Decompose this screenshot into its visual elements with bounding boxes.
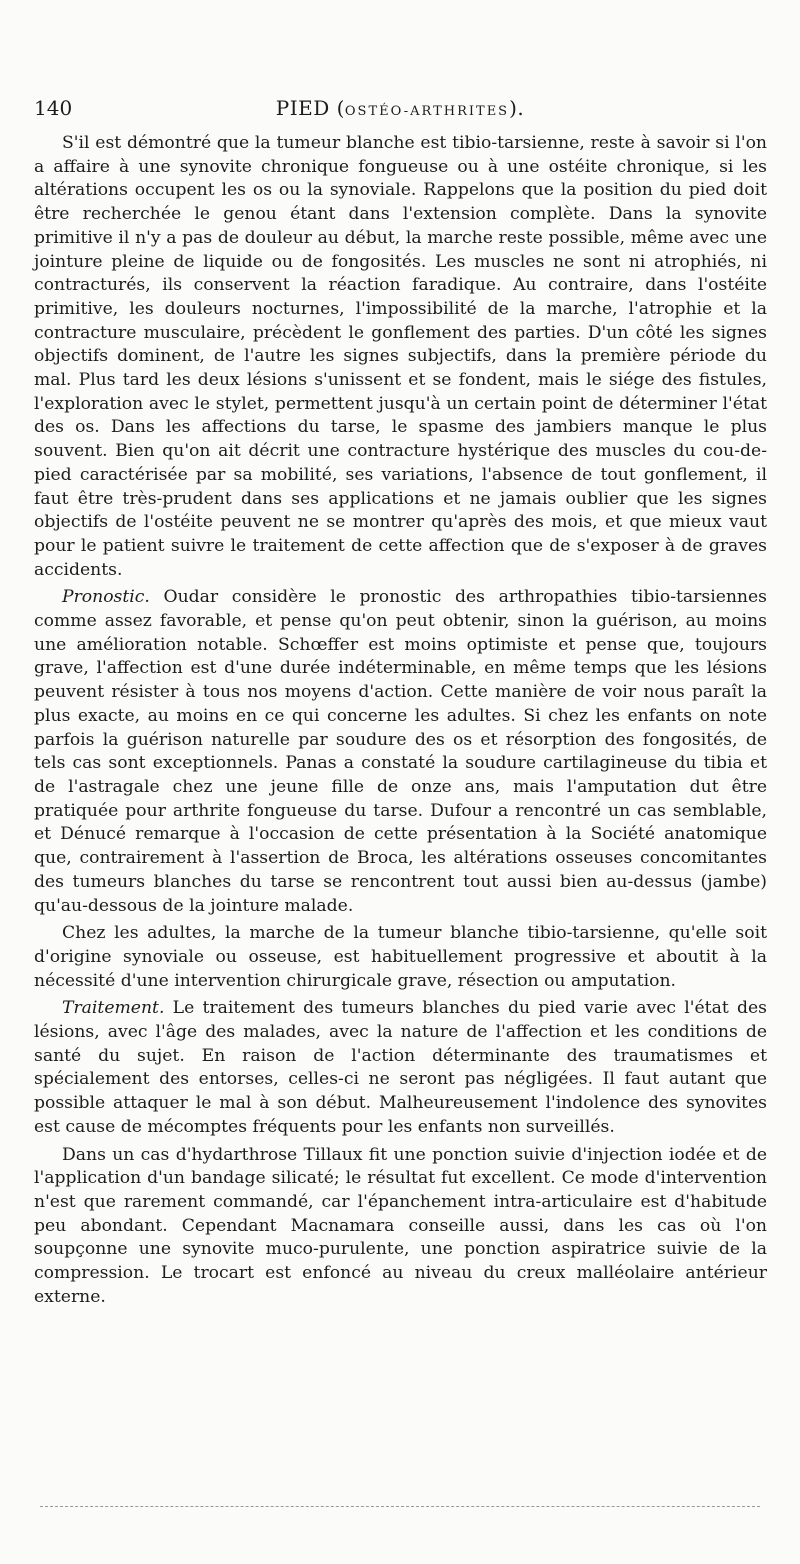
- paragraph-treatment: [34, 997, 767, 1139]
- paragraph-text: Dans un cas d'hydarthrose Tillaux fit une ponction suivie d'injection iodée et de l'application d'un bandage silicaté; le résultat fut excellent. Ce mode d'intervention n'est que rarement commandé, car l'épanchement intra-articulaire est d'habitude peu abondant. Cependant Macnamara conseille aussi, dans les cas où l'on soupçonne une synovite muco-purulente, une ponction aspiratrice suivie de la compression. Le trocart est enfoncé au niveau du creux malléolaire antérieur externe.: [34, 1144, 767, 1307]
- paragraph-text: Oudar considère le pronostic des arthropathies tibio-tarsiennes comme assez favorable, et pense qu'on peut obtenir, sinon la guérison, au moins une amélioration notable. Schœffer est moins optimiste et pense que, toujours grave, l'affection est d'une durée indéterminable, en même temps que les lésions peuvent résister à tous nos moyens d'action. Cette manière de voir nous paraît la plus exacte, au moins en ce qui concerne les adultes. Si chez les enfants on note parfois la guérison naturelle par soudure des os et résorption des fongosités, de tels cas sont exceptionnels. Panas a constaté la soudure cartilagineuse du tibia et de l'astragale chez une jeune fille de onze ans, mais l'amputation dut être pratiquée pour arthrite fongueuse du tarse. Dufour a rencontré un cas semblable, et Dénucé remarque à l'occasion de cette présentation à la Société anatomique que, contrairement à l'assertion de Broca, les altérations osseuses concomitantes des tumeurs blanches du tarse se rencontrent tout aussi bien au-dessus (jambe) qu'au-dessous de la jointure malade.: [34, 587, 767, 916]
- paragraph-diagnosis: [34, 132, 767, 582]
- paragraph-hydarthrosis: [34, 1144, 767, 1310]
- paragraph-text: S'il est démontré que la tumeur blanche est tibio-tarsienne, reste à savoir si l'on a affaire à une synovite chronique fongueuse ou à une ostéite chronique, si les altérations occupent les os ou la synoviale. Rappelons que la position du pied doit être recherchée le genou étant dans l'extension complète. Dans la synovite primitive il n'y a pas de douleur au début, la marche reste possible, même avec une jointure pleine de liquide ou de fongosités. Les muscles ne sont ni atrophiés, ni contracturés, ils conservent la réaction faradique. Au contraire, dans l'ostéite primitive, les douleurs nocturnes, l'impossibilité de la marche, l'atrophie et la contracture musculaire, précèdent le gonflement des parties. D'un côté les signes objectifs dominent, de l'autre les signes subjectifs, dans la première période du mal. Plus tard les deux lésions s'unissent et se fondent, mais le siége des fistules, l'exploration avec le stylet, permettent jusqu'à un certain point de déterminer l'état des os. Dans les affections du tarse, le spasme des jambiers manque le plus souvent. Bien qu'on ait décrit une contracture hystérique des muscles du cou-de-pied caractérisée par sa mobilité, ses variations, l'absence de tout gonflement, il faut être très-prudent dans ses applications et ne jamais oublier que les signes objectifs de l'ostéite peuvent ne se montrer qu'après des mois, et que mieux vaut pour le patient suivre le traitement de cette affection que de s'exposer à de graves accidents.: [34, 133, 767, 580]
- paragraph-adults: [34, 922, 767, 993]
- paragraph-prognosis: [34, 586, 767, 918]
- section-lead-pronostic: Pronostic.: [62, 587, 150, 608]
- body-text: [34, 132, 767, 1309]
- running-title-main: PIED (: [275, 96, 345, 120]
- paragraph-text: Le traitement des tumeurs blanches du pied varie avec l'état des lésions, avec l'âge des malades, avec la nature de l'affection et les conditions de santé du sujet. En raison de l'action déterminante des traumatismes et spécialement des entorses, celles-ci ne seront pas négligées. Il faut autant que possible attaquer le mal à son début. Malheureusement l'indolence des synovites est cause de mécomptes fréquents pour les enfants non surveillés.: [34, 998, 767, 1137]
- paragraph-text: Chez les adultes, la marche de la tumeur blanche tibio-tarsienne, qu'elle soit d'origine synoviale ou osseuse, est habituellement progressive et aboutit à la nécessité d'une intervention chirurgicale grave, résection ou amputation.: [34, 923, 767, 991]
- page-number: 140: [34, 96, 73, 120]
- footer-dotted-rule: [40, 1506, 760, 1507]
- running-title: [32, 96, 768, 120]
- section-lead-traitement: Traitement.: [62, 998, 165, 1019]
- page-header: [32, 96, 768, 126]
- running-title-sub: OSTÉO-ARTHRITES: [344, 104, 510, 119]
- running-title-close: ).: [509, 96, 525, 120]
